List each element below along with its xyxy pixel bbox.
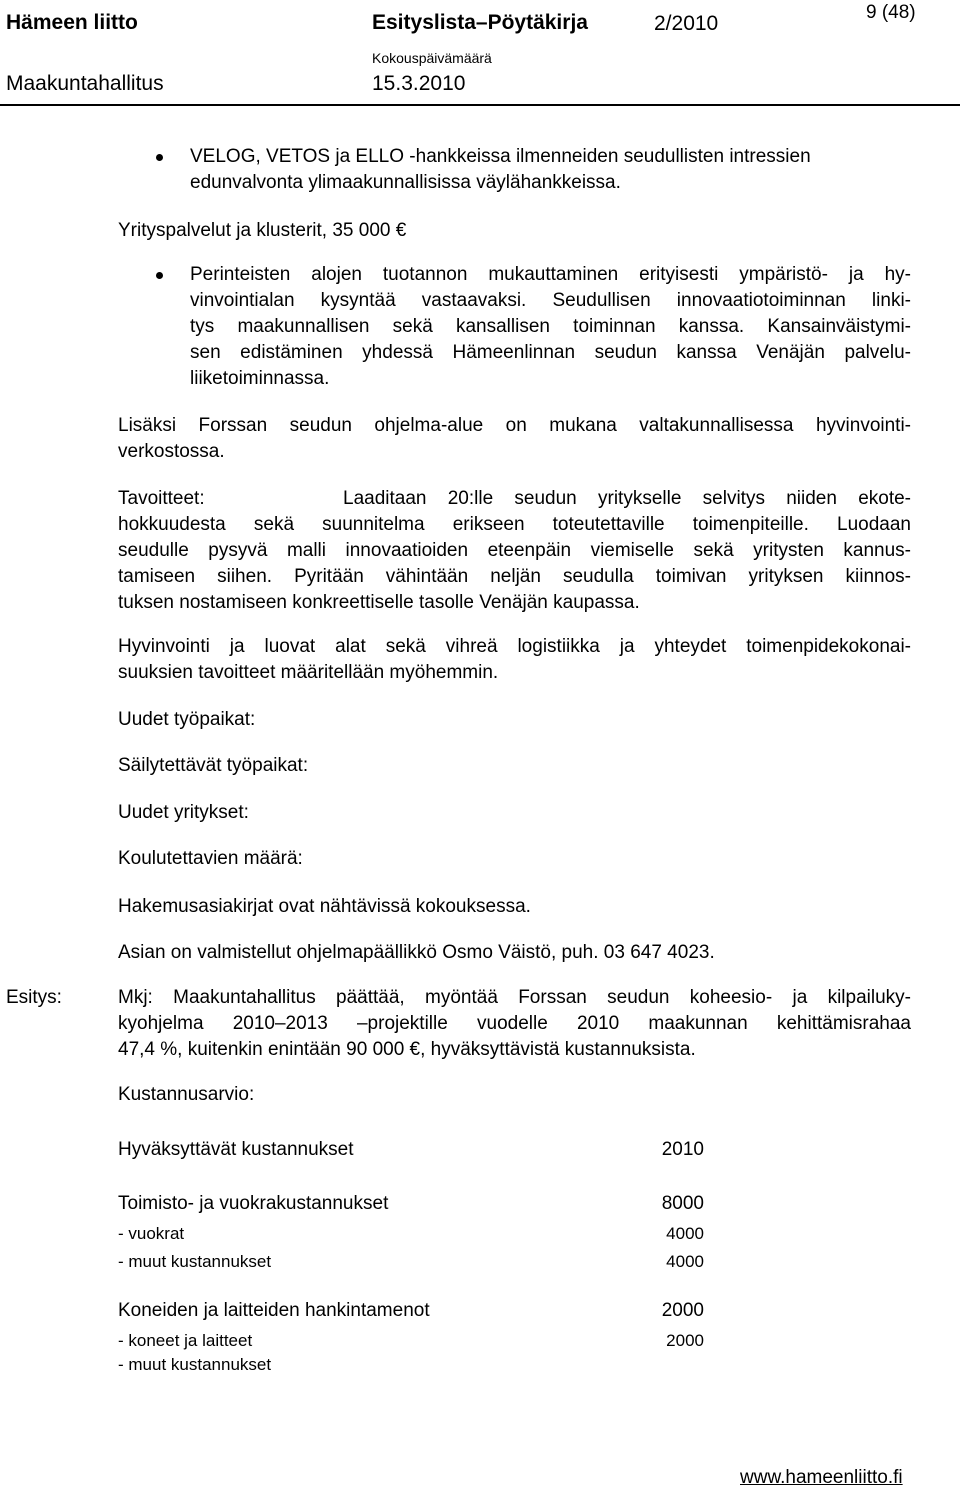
meeting-date: 15.3.2010 bbox=[372, 72, 466, 95]
proposal-label: Esitys: bbox=[6, 987, 62, 1008]
paragraph-line: verkostossa. bbox=[118, 441, 225, 462]
proposal-line: 47,4 %, kuitenkin enintään 90 000 €, hyväksyttävistä kustannuksista. bbox=[118, 1039, 696, 1060]
retained-jobs-label: Säilytettävät työpaikat: bbox=[118, 755, 309, 776]
new-jobs-label: Uudet työpaikat: bbox=[118, 709, 256, 730]
org-name: Hämeen liitto bbox=[6, 11, 138, 34]
tavoitteet-label: Tavoitteet: bbox=[118, 488, 205, 509]
new-companies-label: Uudet yritykset: bbox=[118, 802, 249, 823]
paragraph-line: Hyvinvointi ja luovat alat sekä vihreä logistiikka ja yhteydet toimenpidekokonai- bbox=[118, 636, 911, 657]
body-name: Maakuntahallitus bbox=[6, 72, 164, 95]
budget-row-label: - vuokrat bbox=[118, 1224, 185, 1243]
budget-row-label: Koneiden ja laitteiden hankintamenot bbox=[118, 1300, 430, 1321]
document-number: 2/2010 bbox=[654, 12, 719, 35]
bullet-text-line: vinvointialan kysyntää vastaavaksi. Seudullisen innovaatiotoiminnan linki- bbox=[190, 290, 911, 311]
preparer-note: Asian on valmistellut ohjelmapäällikkö Osmo Väistö, puh. 03 647 4023. bbox=[118, 942, 715, 963]
section-title: Yrityspalvelut ja klusterit, 35 000 € bbox=[118, 220, 407, 241]
paragraph-line: Laaditaan 20:lle seudun yritykselle selvitys niiden ekote- bbox=[343, 488, 911, 509]
budget-row-value: 2010 bbox=[661, 1139, 704, 1160]
budget-row-value: 8000 bbox=[661, 1193, 704, 1214]
budget-title: Kustannusarvio: bbox=[118, 1084, 255, 1105]
bullet-text-line: liiketoiminnassa. bbox=[190, 368, 330, 389]
budget-row-label: - muut kustannukset bbox=[118, 1252, 272, 1271]
footer-website-link[interactable]: www.hameenliitto.fi bbox=[740, 1467, 903, 1488]
budget-row-label: Toimisto- ja vuokrakustannukset bbox=[118, 1193, 389, 1214]
bullet-icon bbox=[156, 272, 163, 279]
paragraph-line: seudulle pysyvä malli innovaatioiden eteenpäin viemiselle sekä yritysten kannus- bbox=[118, 540, 911, 561]
budget-row-label: - muut kustannukset bbox=[118, 1355, 272, 1374]
paragraph-line: Lisäksi Forssan seudun ohjelma-alue on mukana valtakunnallisessa hyvinvointi- bbox=[118, 415, 911, 436]
bullet-text-line: sen edistäminen yhdessä Hämeenlinnan seudun kanssa Venäjän palvelu- bbox=[190, 342, 911, 363]
bullet-text-line: tys maakunnallisen sekä kansallisen toiminnan kanssa. Kansainväistymi- bbox=[190, 316, 911, 337]
bullet-text-line: VELOG, VETOS ja ELLO -hankkeissa ilmenneiden seudullisten intressien bbox=[190, 146, 811, 167]
paragraph-line: tuksen nostamiseen konkreettiselle tasolle Venäjän kaupassa. bbox=[118, 592, 640, 613]
budget-row-label: - koneet ja laitteet bbox=[118, 1331, 253, 1350]
paragraph-line: hokkuudesta sekä suunnitelma erikseen toteutettaville toimenpiteille. Luodaan bbox=[118, 514, 911, 535]
budget-row-value: 4000 bbox=[666, 1224, 704, 1243]
page-number: 9 (48) bbox=[866, 2, 916, 23]
budget-row-value: 2000 bbox=[666, 1331, 704, 1350]
paragraph-line: tamiseen siihen. Pyritään vähintään neljän seudulla toimivan yrityksen kiinnos- bbox=[118, 566, 911, 587]
bullet-text-line: Perinteisten alojen tuotannon mukauttaminen erityisesti ympäristö- ja hy- bbox=[190, 264, 911, 285]
date-label: Kokouspäivämäärä bbox=[372, 50, 492, 66]
header-divider bbox=[0, 104, 960, 106]
proposal-line: kyohjelma 2010–2013 –projektille vuodelle 2010 maakunnan kehittämisrahaa bbox=[118, 1013, 911, 1034]
budget-row-value: 4000 bbox=[666, 1252, 704, 1271]
budget-row-label: Hyväksyttävät kustannukset bbox=[118, 1139, 354, 1160]
paragraph-line: suuksien tavoitteet määritellään myöhemmin. bbox=[118, 662, 499, 683]
proposal-line: Mkj: Maakuntahallitus päättää, myöntää Forssan seudun koheesio- ja kilpailuky- bbox=[118, 987, 911, 1008]
bullet-text-line: edunvalvonta ylimaakunnallisissa väylähankkeissa. bbox=[190, 172, 621, 193]
documents-note: Hakemusasiakirjat ovat nähtävissä kokouksessa. bbox=[118, 896, 531, 917]
trainees-label: Koulutettavien määrä: bbox=[118, 848, 303, 869]
document-type: Esityslista–Pöytäkirja bbox=[372, 11, 588, 34]
bullet-icon bbox=[156, 154, 163, 161]
budget-row-value: 2000 bbox=[661, 1300, 704, 1321]
